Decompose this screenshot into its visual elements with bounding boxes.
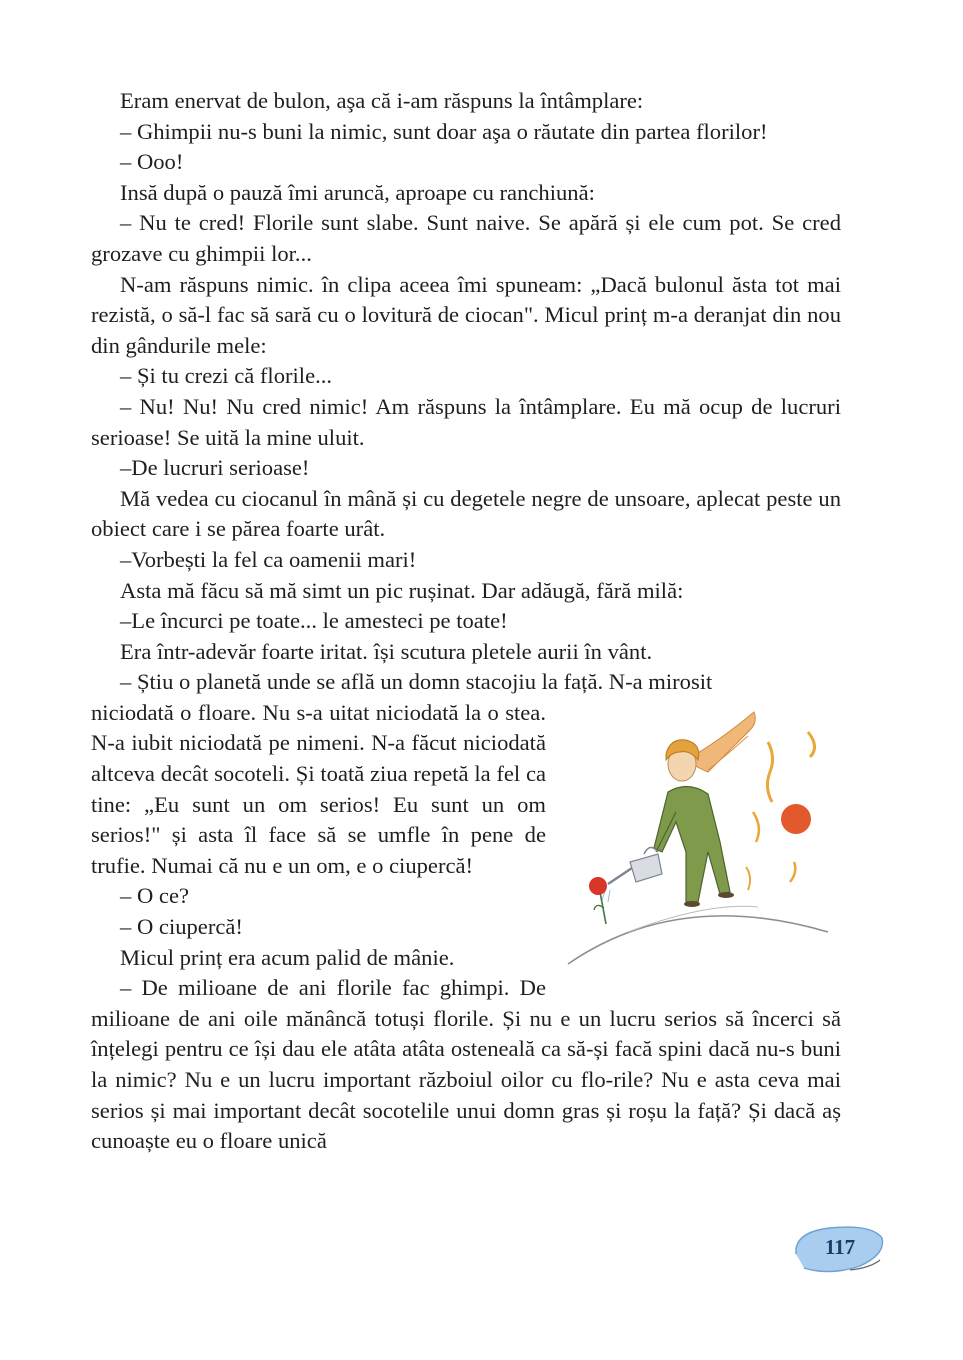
red-sun	[781, 804, 811, 834]
paragraph: Eram enervat de bulon, aşa că i-am răspuns la întâmplare:	[120, 88, 644, 113]
paragraph: – Și tu crezi că florile...	[120, 363, 333, 389]
prince-body	[654, 786, 730, 902]
paragraph: Mă vedea cu ciocanul în mână și cu degetele negre de unsoare, aplecat peste un obiect care i se părea foarte urât.	[91, 485, 841, 542]
paragraph: – Nu te cred! Florile sunt slabe. Sunt naive. Se apără și ele cum pot. Se cred grozave cu ghimpii lor...	[91, 210, 841, 266]
paragraph: N-am răspuns nimic. în clipa aceea îmi spuneam: „Dacă bulonul ăsta tot mai rezistă, o să-l fac să sară cu o lovitură de ciocan". Micul prinț m-a deranjat din nou din gândurile mele:	[91, 271, 841, 358]
paragraph: – O ciupercă!	[120, 914, 243, 940]
paragraph: – De milioane de ani florile fac ghimpi. De milioane de ani oile mănâncă totuși florile. Și nu e un lucru serios să încerci să înțelegi pentru ce își dau ele atâta atâta osteneală ca să-și facă spini dacă nu-s buni la nimic? Nu e un lucru important războiul oilor cu flo-rile? Nu e asta ceva mai serios și mai important decât socotelile unui domn gras și roșu la față? Și dacă aș cunoaște eu o floare unică	[91, 975, 841, 1154]
paragraph: Asta mă făcu să mă simt un pic rușinat. Dar adăugă, fără milă:	[120, 577, 684, 603]
paragraph: –De lucruri serioase!	[120, 455, 310, 481]
watering-can	[608, 847, 662, 884]
paragraph: – Nu! Nu! Nu cred nimic! Am răspuns la întâmplare. Eu mă ocup de lucruri serioase! Se uită la mine uluit.	[91, 393, 841, 450]
page-number-badge	[790, 1224, 880, 1272]
red-flower	[589, 877, 607, 895]
page-number: 117	[824, 1235, 856, 1259]
little-prince-illustration	[558, 702, 841, 975]
paragraph-wrapping-text: niciodată o floare. Nu s-a uitat niciodată la o stea. N-a iubit niciodată pe nimeni. N-a făcut niciodată altceva decât socoteli. Și toată ziua repetă la fel ca tine: „Eu sunt un om serios! Eu sunt un om serios!" și asta îl face să se umfle în pene de trufie. Numai că nu e un om, e o ciupercă!	[91, 699, 546, 878]
paragraph: –Vorbești la fel ca oamenii mari!	[120, 546, 417, 572]
paragraph: Insă după o pauză îmi aruncă, aproape cu ranchiună:	[120, 179, 595, 205]
paragraph: –Le încurci pe toate... le amesteci pe toate!	[120, 608, 508, 634]
paragraph: Era într-adevăr foarte iritat. își scutura pletele aurii în vânt.	[120, 638, 653, 664]
paragraph: – Știu o planetă unde se află un domn stacojiu la față. N-a mirosit	[120, 669, 713, 695]
page-text	[91, 86, 841, 1157]
paragraph-wrapping-figure	[91, 698, 841, 882]
paragraph: – O ce?	[120, 883, 189, 909]
paragraph: Micul prinț era acum palid de mânie.	[120, 944, 455, 970]
paragraph: – Ooo!	[120, 149, 184, 175]
planet-horizon	[568, 916, 828, 964]
paragraph: – Ghimpii nu-s buni la nimic, sunt doar aşa o răutate din partea florilor!	[120, 118, 768, 144]
